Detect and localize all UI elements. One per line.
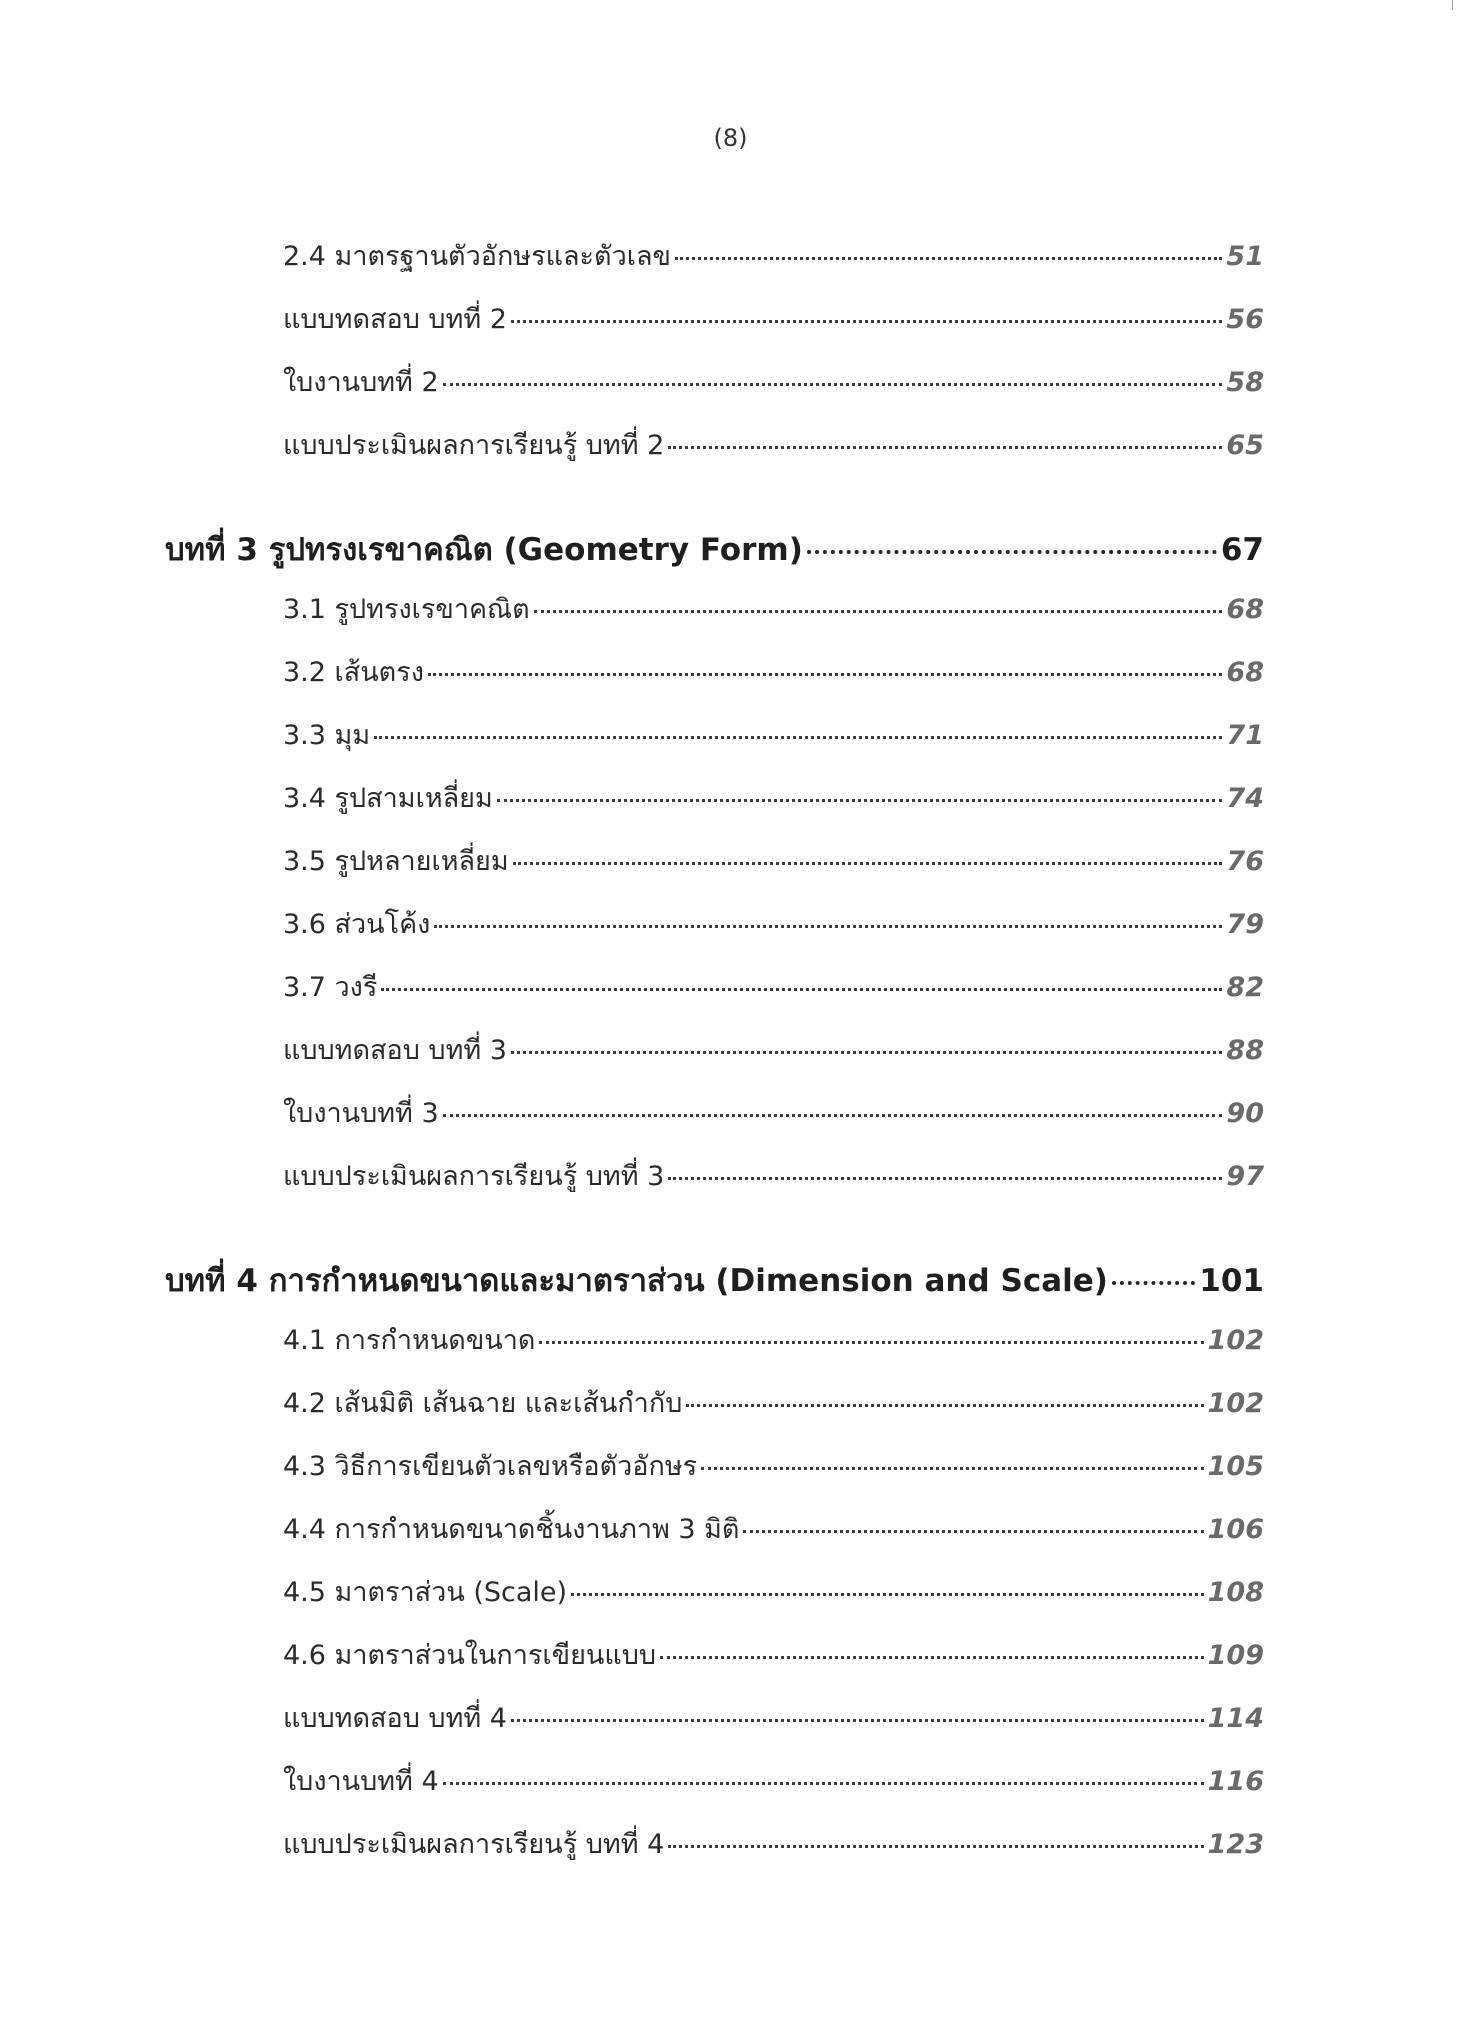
toc-entry[interactable] — [283, 764, 1264, 827]
toc-entry-title: ใบงานบทที่ 4 — [283, 1766, 439, 1797]
page-number: (8) — [713, 124, 748, 152]
toc-entry-page-number: 76 — [1226, 846, 1264, 877]
toc-entry-title: แบบประเมินผลการเรียนรู้ บทที่ 2 — [283, 430, 665, 461]
dot-leader — [443, 1782, 1204, 1785]
toc-entry-page-number: 56 — [1226, 304, 1264, 335]
toc-entry-title: บทที่ 3 รูปทรงเรขาคณิต (Geometry Form) — [165, 532, 803, 568]
toc-entry-page-number: 97 — [1226, 1161, 1264, 1192]
dot-leader — [660, 1656, 1204, 1659]
toc-entry[interactable] — [283, 1558, 1264, 1621]
toc-entry-page-number: 116 — [1207, 1766, 1264, 1797]
dot-leader — [497, 799, 1223, 802]
toc-entry[interactable] — [283, 1810, 1264, 1873]
toc-entry-page-number: 68 — [1226, 594, 1264, 625]
dot-leader — [668, 446, 1222, 449]
dot-leader — [374, 736, 1222, 739]
toc-entry[interactable] — [283, 827, 1264, 890]
dot-leader — [443, 383, 1223, 386]
toc-entry[interactable] — [283, 1432, 1264, 1495]
toc-entry-title: 3.3 มุม — [283, 720, 371, 751]
toc-entry[interactable] — [283, 1079, 1264, 1142]
toc-entry-title: แบบประเมินผลการเรียนรู้ บทที่ 3 — [283, 1161, 665, 1192]
dot-leader — [434, 925, 1222, 928]
toc-entry[interactable] — [283, 285, 1264, 348]
toc-entry-page-number: 114 — [1207, 1703, 1264, 1734]
toc-entry-title: 4.4 การกำหนดขนาดชิ้นงานภาพ 3 มิติ — [283, 1514, 740, 1545]
toc-entry-page-number: 105 — [1207, 1451, 1264, 1482]
toc-entry[interactable] — [283, 1369, 1264, 1432]
dot-leader — [675, 257, 1222, 260]
toc-entry-page-number: 102 — [1207, 1325, 1264, 1356]
dot-leader — [807, 550, 1217, 554]
dot-leader — [668, 1845, 1203, 1848]
toc-entry[interactable] — [283, 638, 1264, 701]
dot-leader — [511, 1719, 1204, 1722]
toc-entry-title: บทที่ 4 การกำหนดขนาดและมาตราส่วน (Dimension and Scale) — [165, 1263, 1108, 1299]
toc-entry[interactable] — [283, 1142, 1264, 1205]
toc-entry-title: 2.4 มาตรฐานตัวอักษรและตัวเลข — [283, 241, 671, 272]
crop-mark — [1452, 0, 1453, 10]
dot-leader — [743, 1530, 1203, 1533]
toc-entry-page-number: 88 — [1226, 1035, 1264, 1066]
toc-entry[interactable] — [283, 1306, 1264, 1369]
toc-entry-page-number: 82 — [1226, 972, 1264, 1003]
toc-entry-title: 3.5 รูปหลายเหลี่ยม — [283, 846, 509, 877]
toc-entry[interactable] — [283, 1747, 1264, 1810]
toc-entry-page-number: 109 — [1207, 1640, 1264, 1671]
toc-entry-title: 3.6 ส่วนโค้ง — [283, 909, 431, 940]
toc-entry[interactable] — [283, 1621, 1264, 1684]
toc-entry-page-number: 123 — [1207, 1829, 1264, 1860]
toc-entry-page-number: 90 — [1226, 1098, 1264, 1129]
toc-entry[interactable] — [283, 890, 1264, 953]
toc-entry-page-number: 58 — [1226, 367, 1264, 398]
dot-leader — [701, 1467, 1203, 1470]
toc-entry-title: 4.2 เส้นมิติ เส้นฉาย และเส้นกำกับ — [283, 1388, 683, 1419]
toc-entry-title: 3.1 รูปทรงเรขาคณิต — [283, 594, 530, 625]
toc-entry[interactable] — [283, 348, 1264, 411]
toc-entry[interactable] — [283, 222, 1264, 285]
toc-chapter-entry[interactable] — [165, 1243, 1264, 1306]
toc-entry[interactable] — [283, 1684, 1264, 1747]
toc-entry-page-number: 102 — [1207, 1388, 1264, 1419]
dot-leader — [668, 1177, 1222, 1180]
toc-entry-title: 3.2 เส้นตรง — [283, 657, 424, 688]
toc-entry-title: 4.6 มาตราส่วนในการเขียนแบบ — [283, 1640, 657, 1671]
toc-entry-page-number: 101 — [1199, 1263, 1264, 1299]
dot-leader — [511, 320, 1222, 323]
toc-entry-title: ใบงานบทที่ 2 — [283, 367, 439, 398]
dot-leader — [513, 862, 1223, 865]
toc-entry-page-number: 67 — [1220, 532, 1264, 568]
toc-entry-title: ใบงานบทที่ 3 — [283, 1098, 439, 1129]
toc-entry-title: แบบประเมินผลการเรียนรู้ บทที่ 4 — [283, 1829, 665, 1860]
toc-entry-page-number: 108 — [1207, 1577, 1264, 1608]
dot-leader — [511, 1051, 1222, 1054]
toc-entry-page-number: 65 — [1226, 430, 1264, 461]
dot-leader — [428, 673, 1223, 676]
toc-entry[interactable] — [283, 701, 1264, 764]
toc-entry-page-number: 51 — [1226, 241, 1264, 272]
toc-entry[interactable] — [283, 953, 1264, 1016]
toc-entry-title: แบบทดสอบ บทที่ 3 — [283, 1035, 507, 1066]
toc-entry-title: แบบทดสอบ บทที่ 2 — [283, 304, 507, 335]
dot-leader — [443, 1114, 1223, 1117]
toc-entry-page-number: 79 — [1226, 909, 1264, 940]
dot-leader — [381, 988, 1222, 991]
toc-entry[interactable] — [283, 411, 1264, 474]
dot-leader — [686, 1404, 1203, 1407]
toc-entry-title: 4.1 การกำหนดขนาด — [283, 1325, 536, 1356]
toc-entry-page-number: 71 — [1226, 720, 1264, 751]
toc-entry-page-number: 106 — [1207, 1514, 1264, 1545]
dot-leader — [539, 1341, 1203, 1344]
toc-entry-title: 4.3 วิธีการเขียนตัวเลขหรือตัวอักษร — [283, 1451, 698, 1482]
table-of-contents — [0, 222, 1461, 1873]
toc-entry-title: 3.7 วงรี — [283, 972, 378, 1003]
dot-leader — [1112, 1281, 1195, 1285]
toc-entry-title: แบบทดสอบ บทที่ 4 — [283, 1703, 507, 1734]
toc-entry-page-number: 68 — [1226, 657, 1264, 688]
toc-entry[interactable] — [283, 1016, 1264, 1079]
dot-leader — [571, 1593, 1204, 1596]
toc-entry-title: 4.5 มาตราส่วน (Scale) — [283, 1577, 568, 1608]
toc-entry[interactable] — [283, 575, 1264, 638]
toc-entry-title: 3.4 รูปสามเหลี่ยม — [283, 783, 493, 814]
toc-entry-page-number: 74 — [1226, 783, 1264, 814]
dot-leader — [534, 610, 1223, 613]
toc-chapter-entry[interactable] — [165, 512, 1264, 575]
toc-entry[interactable] — [283, 1495, 1264, 1558]
